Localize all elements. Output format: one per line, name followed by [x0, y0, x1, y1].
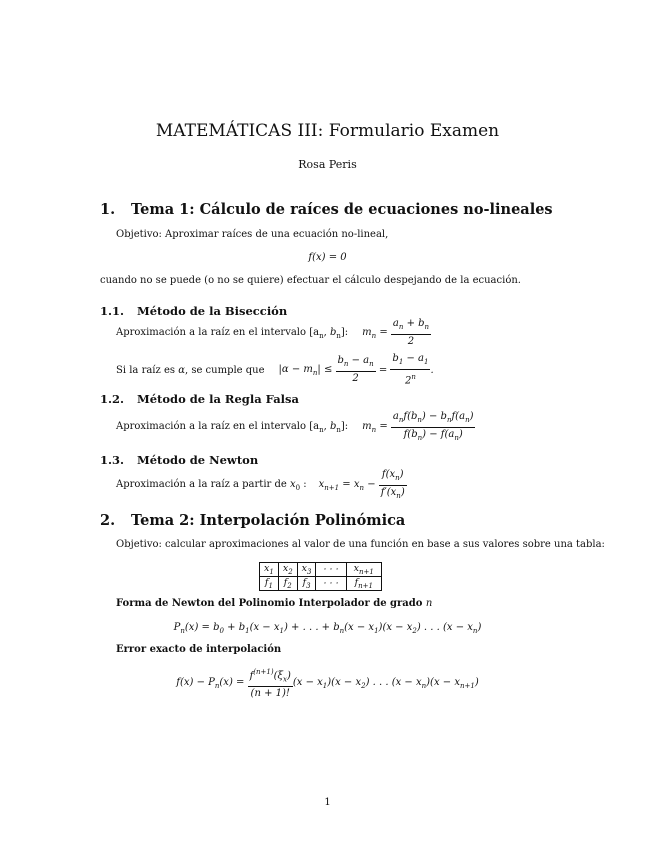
newton-row: Aproximación a la raíz a partir de $x_0$ : $x_{n+1} = x_n$ − $\frac{f(x_n)}{f'(x_n)}$ — [116, 469, 405, 500]
interpolation-table — [259, 562, 382, 591]
error-fraction: $\frac{f^{(n+1)}(\xi_x)}{(n + 1)!}$ — [249, 668, 291, 700]
newton-polynomial-heading: Forma de Newton del Polinomio Interpolador de grado n — [116, 598, 433, 609]
section-2-heading: 2. Tema 2: Interpolación Polinómica — [100, 512, 406, 529]
document-author: Rosa Peris — [298, 158, 357, 171]
bisection-error-fraction-2: $\frac{b_1 - a_1}{2^n}$ — [392, 353, 429, 387]
subsection-1-3-heading: 1.3. Método de Newton — [100, 453, 259, 467]
bisection-formula: $m_n$ = — [362, 326, 391, 340]
bisection-error-text: Si la raíz es α, se cumple que — [116, 364, 265, 376]
error-heading: Error exacto de interpolación — [116, 644, 282, 655]
regula-falsi-fraction: $\frac{a_nf(b_n) - b_nf(a_n)}{f(b_n) - f(a_n)}$ — [392, 411, 474, 442]
section-1-objective: Objetivo: Aproximar raíces de una ecuación no-lineal, — [116, 229, 389, 240]
newton-polynomial-formula: $P_n(x) = b_0 + b_1(x - x_1)$ + . . . + $b_n(x - x_1)(x - x_2)$ . . . $(x - x_n)$ — [173, 622, 482, 635]
equation-fx: f(x) = 0 — [308, 252, 347, 263]
section-number: 1. — [100, 201, 116, 218]
bisection-fraction: $\frac{a_n + b_n}{2}$ — [392, 318, 430, 347]
section-1-heading — [100, 201, 553, 218]
section-1-note: cuando no se puede (o no se quiere) efectuar el cálculo despejando de la ecuación. — [100, 275, 521, 286]
document-title: MATEMÁTICAS III: Formulario Examen — [155, 121, 500, 141]
subsection-number: 1.1. — [100, 304, 125, 318]
section-2-objective: Objetivo: calcular aproximaciones al valor de una función en base a sus valores sobre una tabla: — [116, 539, 605, 550]
bisection-formula-row — [116, 318, 431, 348]
subsection-title: Método de la Bisección — [137, 304, 288, 318]
table-row: $x_1$ $x_2$ $x_3$ · · · $x_{n+1}$ — [260, 563, 382, 577]
bisection-text: Aproximación a la raíz en el intervalo [$a_n$, $b_n$]: — [116, 326, 349, 340]
interpolation-error-formula: $f(x) - P_n(x)$ = $\frac{f^{(n+1)}(\xi_x)}{(n + 1)!}$ $(x - x_1)(x - x_2)$ . . . $(x - x_n)(x - x_{n+1})$ — [176, 668, 479, 700]
bisection-error-fraction-1: $\frac{b_n - a_n}{2}$ — [337, 355, 374, 385]
subsection-1-2-heading: 1.2. Método de la Regla Falsa — [100, 392, 299, 406]
table-row: $f_1$ $f_2$ $f_3$ · · · $f_{n+1}$ — [260, 576, 382, 590]
section-title: Tema 1: Cálculo de raíces de ecuaciones no-lineales — [131, 201, 553, 218]
subsection-1-1-heading — [100, 304, 287, 318]
bisection-error-row: Si la raíz es α, se cumple que $|\alpha - m_n|$ ≤ $\frac{b_n - a_n}{2}$ = $\frac{b_1 - a_1}{2^n}$ . — [116, 353, 434, 387]
newton-fraction: $\frac{f(x_n)}{f'(x_n)}$ — [380, 469, 405, 500]
regula-falsi-row: Aproximación a la raíz en el intervalo [$a_n$, $b_n$]: $m_n$ = $\frac{a_nf(b_n) - b_nf(a_n)}{f(b_n) - f(a_n)}$ — [116, 411, 474, 442]
page-number: 1 — [324, 797, 331, 808]
